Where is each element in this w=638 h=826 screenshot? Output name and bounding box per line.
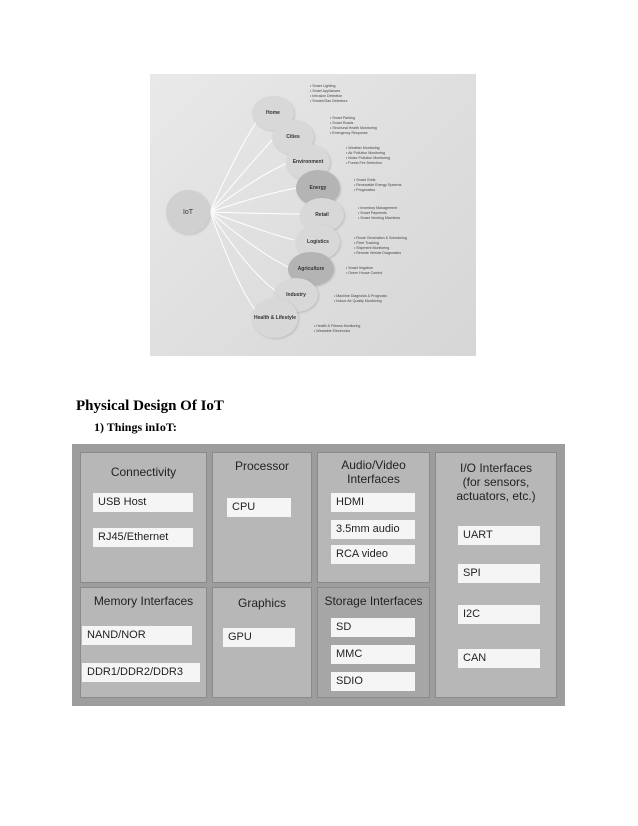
spi-chip: SPI xyxy=(458,564,540,583)
io-interfaces-box xyxy=(435,452,557,698)
domain-industry: Industry xyxy=(274,278,318,312)
section-subheading: 1) Things inIoT: xyxy=(94,420,177,434)
audio-video-box xyxy=(317,452,430,583)
graphics-box xyxy=(212,587,312,698)
memory-interfaces-box xyxy=(80,587,207,698)
processor-box xyxy=(212,452,312,583)
storage-interfaces-title: Storage Interfaces xyxy=(324,594,423,608)
sd-chip: SD xyxy=(331,618,415,637)
retail-items: • Inventory Management • Smart Payments • Smart Vending Machines xyxy=(358,206,400,221)
home-items: • Smart Lighting • Smart Appliances • Intrusion Detection • Smoke/Gas Detectors xyxy=(310,84,347,104)
io-interfaces-title: I/O Interfaces (for sensors, actuators, etc.) xyxy=(456,461,536,503)
audio-video-title: Audio/Video Interfaces xyxy=(341,458,406,486)
rj45-ethernet-chip: RJ45/Ethernet xyxy=(93,528,193,547)
section-heading: Physical Design Of IoT xyxy=(76,398,224,414)
i2c-chip: I2C xyxy=(458,605,540,624)
energy-items: • Smart Grids • Renewable Energy Systems • Prognostics xyxy=(354,178,401,193)
connectivity-title: Connectivity xyxy=(110,465,177,479)
gpu-chip: GPU xyxy=(223,628,295,647)
nand-nor-chip: NAND/NOR xyxy=(82,626,192,645)
uart-chip: UART xyxy=(458,526,540,545)
domain-home: Home xyxy=(252,96,294,130)
mmc-chip: MMC xyxy=(331,645,415,664)
iot-domains-diagram xyxy=(150,74,476,356)
domain-energy: Energy xyxy=(296,170,340,206)
rca-video-chip: RCA video xyxy=(331,545,415,564)
audio-35mm-chip: 3.5mm audio xyxy=(331,520,415,539)
cpu-chip: CPU xyxy=(227,498,291,517)
connectivity-box xyxy=(80,452,207,583)
environment-items: • Weather Monitoring • Air Pollution Monitoring • Noise Pollution Monitoring • Forest Fire Detection xyxy=(346,146,390,166)
agriculture-items: • Smart Irrigation • Green House Control xyxy=(346,266,382,276)
usb-host-chip: USB Host xyxy=(93,493,193,512)
domain-logistics: Logistics xyxy=(296,224,340,260)
memory-interfaces-title: Memory Interfaces xyxy=(93,594,194,608)
logistics-items: • Route Generation & Scheduling • Fleet Tracking • Shipment Monitoring • Remote Vehicle Diagnostics xyxy=(354,236,407,256)
storage-interfaces-box xyxy=(317,587,430,698)
sdio-chip: SDIO xyxy=(331,672,415,691)
hdmi-chip: HDMI xyxy=(331,493,415,512)
graphics-title: Graphics xyxy=(237,596,287,610)
cities-items: • Smart Parking • Smart Roads • Structural Health Monitoring • Emergency Response xyxy=(330,116,377,136)
domain-health-lifestyle: Health & Lifestyle xyxy=(252,298,298,338)
health-items: • Health & Fitness Monitoring • Wearable Electronics xyxy=(314,324,360,334)
iot-hub: IoT xyxy=(166,190,210,234)
processor-title: Processor xyxy=(234,459,290,473)
ddr-chip: DDR1/DDR2/DDR3 xyxy=(82,663,200,682)
domain-environment: Environment xyxy=(286,144,330,180)
can-chip: CAN xyxy=(458,649,540,668)
things-in-iot-diagram xyxy=(72,444,565,706)
domain-retail: Retail xyxy=(300,198,344,232)
domain-agriculture: Agriculture xyxy=(288,252,334,286)
industry-items: • Machine Diagnosis & Prognosis • Indoor Air Quality Monitoring xyxy=(334,294,387,304)
domain-cities: Cities xyxy=(272,120,314,154)
